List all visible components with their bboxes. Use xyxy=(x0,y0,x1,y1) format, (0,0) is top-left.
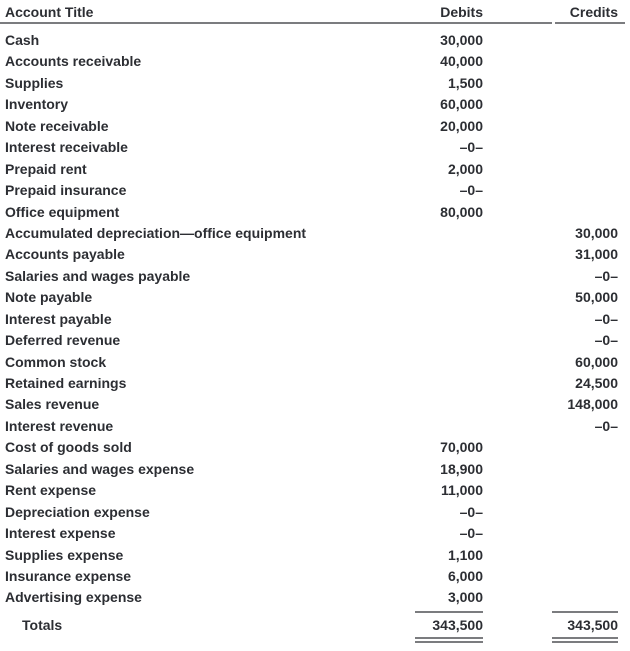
table-row xyxy=(0,332,630,353)
table-row xyxy=(0,418,630,439)
column-header-account-title: Account Title xyxy=(5,4,94,20)
debit-amount-cell: 1,500 xyxy=(447,74,483,91)
debit-amount-cell: 18,900 xyxy=(440,460,483,477)
debit-amount-cell: 3,000 xyxy=(447,589,483,606)
account-title-cell: Common stock xyxy=(5,353,107,370)
table-row xyxy=(0,589,630,610)
account-title-cell: Interest revenue xyxy=(5,417,114,434)
account-title-cell: Advertising expense xyxy=(5,589,142,606)
account-title-cell: Inventory xyxy=(5,96,69,113)
debit-amount-cell: 20,000 xyxy=(440,117,483,134)
column-header-credits: Credits xyxy=(569,4,618,20)
account-title-cell: Insurance expense xyxy=(5,567,132,584)
table-rows xyxy=(0,32,630,611)
account-title-cell: Salaries and wages expense xyxy=(5,460,195,477)
table-row xyxy=(0,461,630,482)
table-header xyxy=(0,0,630,22)
totals-row xyxy=(0,617,630,637)
table-row xyxy=(0,547,630,568)
header-divider-left-segment xyxy=(0,22,552,24)
account-title-cell: Prepaid rent xyxy=(5,160,87,177)
account-title-cell: Depreciation expense xyxy=(5,503,150,520)
double-rule-spacer xyxy=(5,637,395,643)
table-row xyxy=(0,225,630,246)
account-title-cell: Deferred revenue xyxy=(5,332,121,349)
debit-amount-cell: –0– xyxy=(459,139,483,156)
table-row xyxy=(0,439,630,460)
account-title-cell: Interest receivable xyxy=(5,139,128,156)
column-header-debits: Debits xyxy=(440,4,483,20)
account-title-cell: Interest payable xyxy=(5,310,112,327)
debit-amount-cell: 2,000 xyxy=(447,160,483,177)
header-divider xyxy=(0,22,630,24)
totals-double-rule xyxy=(0,637,630,643)
debit-total-rule xyxy=(415,611,483,613)
account-title-cell: Accounts payable xyxy=(5,246,125,263)
credit-total-rule-cell xyxy=(483,611,618,613)
credit-amount-cell: –0– xyxy=(594,267,618,284)
totals-top-rule xyxy=(0,611,630,613)
credit-amount-cell: 50,000 xyxy=(575,289,618,306)
table-row xyxy=(0,75,630,96)
account-title-cell: Supplies xyxy=(5,74,64,91)
account-title-cell: Accounts receivable xyxy=(5,53,142,70)
table-row xyxy=(0,504,630,525)
credit-amount-cell: –0– xyxy=(594,417,618,434)
credit-amount-cell: –0– xyxy=(594,332,618,349)
credit-double-rule xyxy=(552,637,618,643)
account-title-cell: Cost of goods sold xyxy=(5,439,132,456)
table-row xyxy=(0,246,630,267)
totals-label: Totals xyxy=(22,616,63,633)
debit-amount-cell: 70,000 xyxy=(440,439,483,456)
debit-amount-cell: 80,000 xyxy=(440,203,483,220)
account-title-cell: Supplies expense xyxy=(5,546,124,563)
header-divider-right-segment xyxy=(555,22,625,24)
table-row xyxy=(0,354,630,375)
table-row xyxy=(0,268,630,289)
debit-double-rule xyxy=(415,637,483,643)
table-row xyxy=(0,568,630,589)
credit-amount-cell: 60,000 xyxy=(575,353,618,370)
credit-amount-cell: 31,000 xyxy=(575,246,618,263)
table-row xyxy=(0,118,630,139)
account-title-cell: Prepaid insurance xyxy=(5,182,127,199)
credit-amount-cell: 148,000 xyxy=(567,396,618,413)
account-title-cell: Sales revenue xyxy=(5,396,100,413)
credit-total-rule xyxy=(552,611,618,613)
debit-amount-cell: 40,000 xyxy=(440,53,483,70)
debits-total-value: 343,500 xyxy=(432,616,483,633)
debit-amount-cell: –0– xyxy=(459,503,483,520)
table-row xyxy=(0,96,630,117)
account-title-cell: Cash xyxy=(5,32,40,48)
debit-amount-cell: –0– xyxy=(459,182,483,199)
account-title-cell: Retained earnings xyxy=(5,375,127,391)
table-row xyxy=(0,32,630,53)
credit-amount-cell: 30,000 xyxy=(575,224,618,241)
credit-double-rule-cell xyxy=(483,637,618,643)
table-row xyxy=(0,161,630,182)
account-title-cell: Interest expense xyxy=(5,525,116,542)
debit-amount-cell: –0– xyxy=(459,525,483,542)
account-title-cell: Note payable xyxy=(5,289,93,306)
debit-amount-cell: 60,000 xyxy=(440,96,483,113)
table-row xyxy=(0,525,630,546)
table-row xyxy=(0,204,630,225)
table-row xyxy=(0,182,630,203)
debit-amount-cell: 11,000 xyxy=(440,482,483,499)
debit-total-rule-cell xyxy=(395,611,483,613)
credit-amount-cell: –0– xyxy=(594,310,618,327)
table-row xyxy=(0,311,630,332)
account-title-cell: Office equipment xyxy=(5,203,120,220)
account-title-cell: Rent expense xyxy=(5,482,97,499)
credits-total-value: 343,500 xyxy=(567,616,618,633)
debit-double-rule-cell xyxy=(395,637,483,643)
account-title-cell: Note receivable xyxy=(5,117,109,134)
table-row xyxy=(0,289,630,310)
table-row xyxy=(0,396,630,417)
account-title-cell: Salaries and wages payable xyxy=(5,267,191,284)
debit-amount-cell: 1,100 xyxy=(447,546,483,563)
credit-amount-cell: 24,500 xyxy=(575,375,618,391)
debit-amount-cell: 6,000 xyxy=(447,567,483,584)
totals-rule-spacer xyxy=(5,611,395,613)
table-row xyxy=(0,375,630,396)
account-title-cell: Accumulated depreciation—office equipment xyxy=(5,224,307,241)
table-row xyxy=(0,482,630,503)
debit-amount-cell: 30,000 xyxy=(440,32,483,48)
table-row xyxy=(0,139,630,160)
table-row xyxy=(0,53,630,74)
